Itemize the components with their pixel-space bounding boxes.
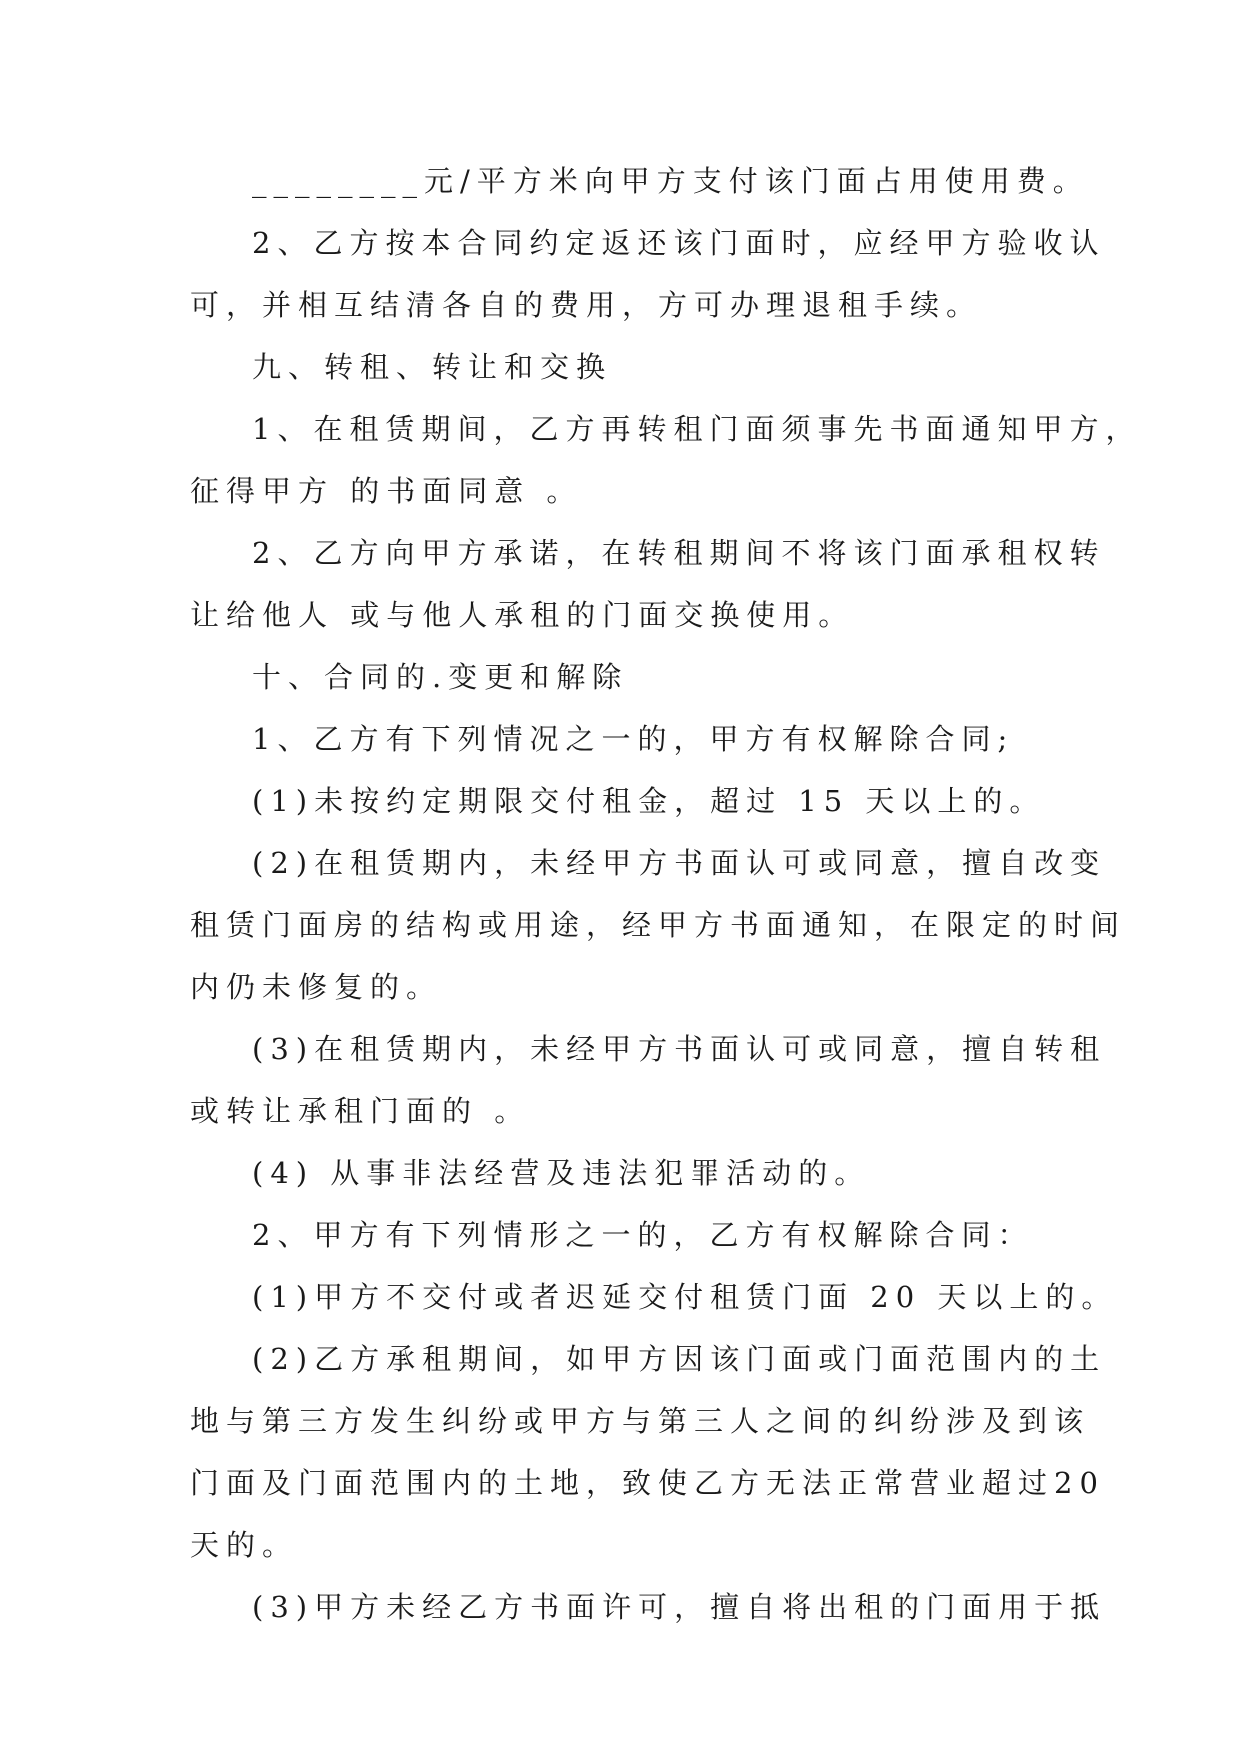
text-line: 租赁门面房的结构或用途，经甲方书面通知，在限定的时间: [190, 908, 1127, 942]
text-line: 或转让承租门面的 。: [190, 1094, 531, 1128]
text-line: (1)未按约定期限交付租金，超过 15 天以上的。: [252, 784, 1046, 818]
text-line: 1、在租赁期间，乙方再转租门面须事先书面通知甲方，: [252, 412, 1142, 446]
text-line: 地与第三方发生纠纷或甲方与第三人之间的纠纷涉及到该: [190, 1404, 1091, 1438]
text-line: (3)在租赁期内，未经甲方书面认可或同意，擅自转租: [252, 1032, 1107, 1066]
section-heading: 九、转租、转让和交换: [252, 350, 613, 384]
text-line: (2)乙方承租期间，如甲方因该门面或门面范围内的土: [252, 1342, 1107, 1376]
text-line: 2、乙方向甲方承诺，在转租期间不将该门面承租权转: [252, 536, 1106, 570]
text-line: (2)在租赁期内，未经甲方书面认可或同意，擅自改变: [252, 846, 1107, 880]
text-line: (4) 从事非法经营及违法犯罪活动的。: [252, 1156, 871, 1190]
text-line: 天的。: [190, 1528, 299, 1562]
text-line: 可，并相互结清各自的费用，方可办理退租手续。: [190, 288, 983, 322]
text-line: (1)甲方不交付或者迟延交付租赁门面 20 天以上的。: [252, 1280, 1118, 1314]
text-line: 让给他人 或与他人承租的门面交换使用。: [190, 598, 855, 632]
text-line: 征得甲方 的书面同意 。: [190, 474, 583, 508]
text-line: 2、甲方有下列情形之一的，乙方有权解除合同：: [252, 1218, 1034, 1252]
text-line: ________元/平方米向甲方支付该门面占用使用费。: [252, 164, 1089, 198]
document-page: [190, 150, 1142, 1638]
text-line: 2、乙方按本合同约定返还该门面时，应经甲方验收认: [252, 226, 1106, 260]
section-heading: 十、合同的.变更和解除: [252, 660, 629, 694]
text-line: 内仍未修复的。: [190, 970, 443, 1004]
text-line: 门面及门面范围内的土地，致使乙方无法正常营业超过20: [190, 1466, 1105, 1500]
text-line: (3)甲方未经乙方书面许可，擅自将出租的门面用于抵: [252, 1590, 1107, 1624]
text-line: 1、乙方有下列情况之一的，甲方有权解除合同;: [252, 722, 1015, 756]
